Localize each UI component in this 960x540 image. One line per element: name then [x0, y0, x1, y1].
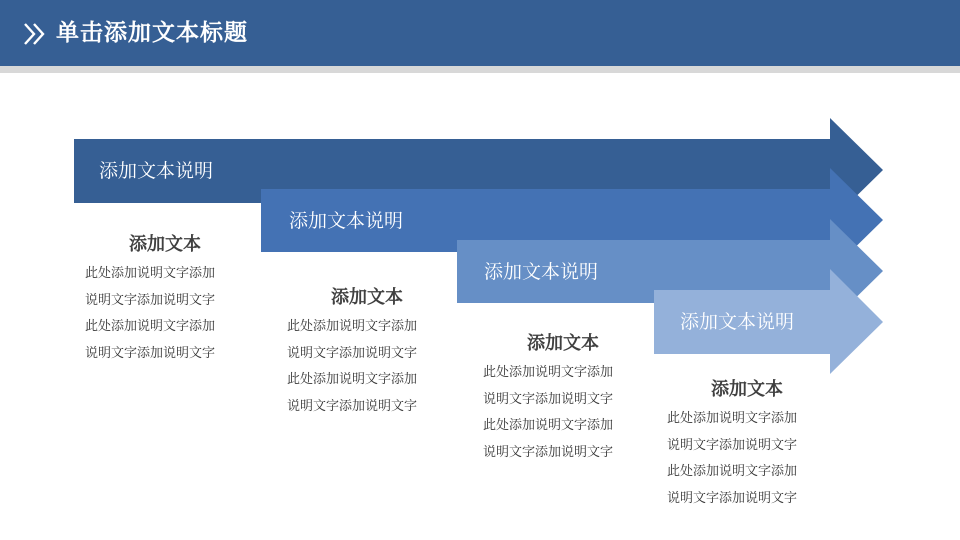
step-text-block-1	[85, 233, 245, 367]
step-label-2: 添加文本说明	[289, 210, 404, 232]
step-description-line: 此处添加说明文字添加	[287, 319, 418, 334]
step-description-line: 说明文字添加说明文字	[667, 490, 798, 506]
step-description-line: 此处添加说明文字添加	[483, 418, 614, 433]
step-heading: 添加文本	[331, 287, 403, 308]
step-heading: 添加文本	[711, 379, 783, 400]
step-heading: 添加文本	[527, 333, 599, 354]
step-label-4: 添加文本说明	[680, 311, 795, 333]
page-title: 单击添加文本标题	[56, 20, 248, 46]
step-label-1: 添加文本说明	[99, 160, 214, 182]
step-description-line: 此处添加说明文字添加	[483, 365, 614, 380]
step-description-line: 说明文字添加说明文字	[85, 292, 216, 308]
step-description-line: 说明文字添加说明文字	[483, 444, 614, 460]
step-text-block-2	[287, 286, 447, 420]
step-description-line: 此处添加说明文字添加	[667, 464, 798, 479]
step-description-line: 说明文字添加说明文字	[287, 345, 418, 361]
step-description-line: 说明文字添加说明文字	[667, 437, 798, 453]
step-description-line: 此处添加说明文字添加	[85, 266, 216, 281]
step-description-line: 此处添加说明文字添加	[667, 411, 798, 426]
step-text-block-4	[667, 378, 827, 512]
step-label-3: 添加文本说明	[484, 261, 599, 283]
step-description-line: 说明文字添加说明文字	[483, 391, 614, 407]
step-description-line: 说明文字添加说明文字	[85, 345, 216, 361]
step-description-line: 说明文字添加说明文字	[287, 398, 418, 414]
step-text-block-3	[483, 332, 643, 466]
step-heading: 添加文本	[129, 234, 201, 255]
step-description-line: 此处添加说明文字添加	[287, 372, 418, 387]
step-description-line: 此处添加说明文字添加	[85, 319, 216, 334]
